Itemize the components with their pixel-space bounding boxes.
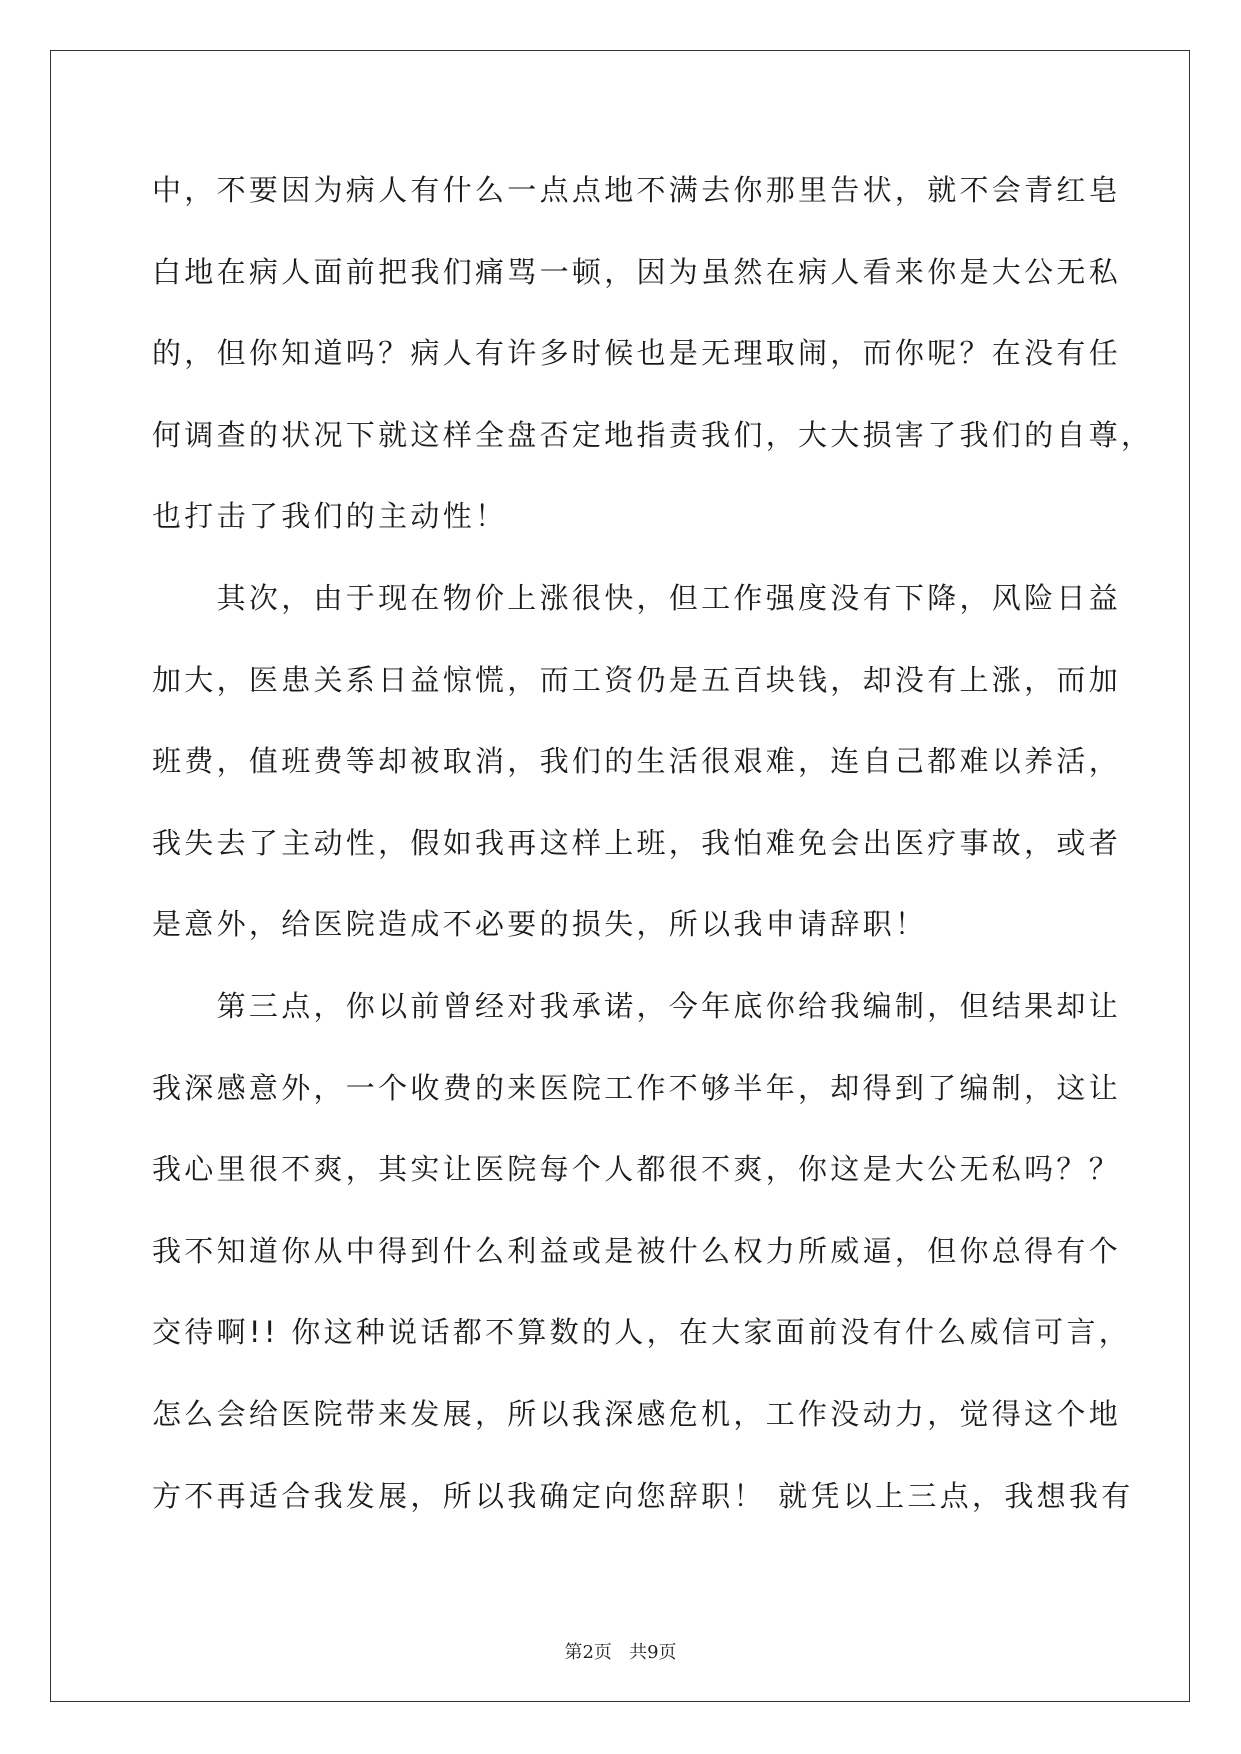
text-line: 交待啊!! 你这种说话都不算数的人，在大家面前没有什么威信可言， [152, 1315, 1132, 1350]
text-line: 班费，值班费等却被取消，我们的生活很艰难，连自己都难以养活， [152, 744, 1122, 779]
text-line: 方不再适合我发展，所以我确定向您辞职！ 就凭以上三点，我想我有 [152, 1478, 1134, 1513]
text-line: 何调查的状况下就这样全盘否定地指责我们，大大损害了我们的自尊， [152, 417, 1154, 452]
text-line: 第三点，你以前曾经对我承诺，今年底你给我编制，但结果却让 [152, 988, 1122, 1023]
text-line: 我不知道你从中得到什么利益或是被什么权力所威逼，但你总得有个 [152, 1233, 1122, 1268]
text-line: 白地在病人面前把我们痛骂一顿，因为虽然在病人看来你是大公无私 [152, 254, 1122, 289]
text-line: 也打击了我们的主动性！ [152, 499, 508, 534]
text-line: 加大，医患关系日益惊慌，而工资仍是五百块钱，却没有上涨，而加 [152, 662, 1122, 697]
text-line: 我深感意外，一个收费的来医院工作不够半年，却得到了编制，这让 [152, 1070, 1122, 1105]
text-line: 的，但你知道吗？病人有许多时候也是无理取闹，而你呢？在没有任 [152, 336, 1122, 371]
page-number-footer: 第2页 共9页 [564, 1642, 677, 1663]
text-line: 我失去了主动性，假如我再这样上班，我怕难免会出医疗事故，或者 [152, 825, 1122, 860]
text-line: 其次，由于现在物价上涨很快，但工作强度没有下降，风险日益 [152, 580, 1122, 615]
document-body [152, 162, 1154, 1549]
text-line: 怎么会给医院带来发展，所以我深感危机，工作没动力，觉得这个地 [152, 1396, 1122, 1431]
text-line: 是意外，给医院造成不必要的损失，所以我申请辞职！ [152, 907, 928, 942]
text-line: 我心里很不爽，其实让医院每个人都很不爽，你这是大公无私吗？？ [152, 1152, 1122, 1187]
text-line: 中，不要因为病人有什么一点点地不满去你那里告状，就不会青红皂 [152, 173, 1122, 207]
